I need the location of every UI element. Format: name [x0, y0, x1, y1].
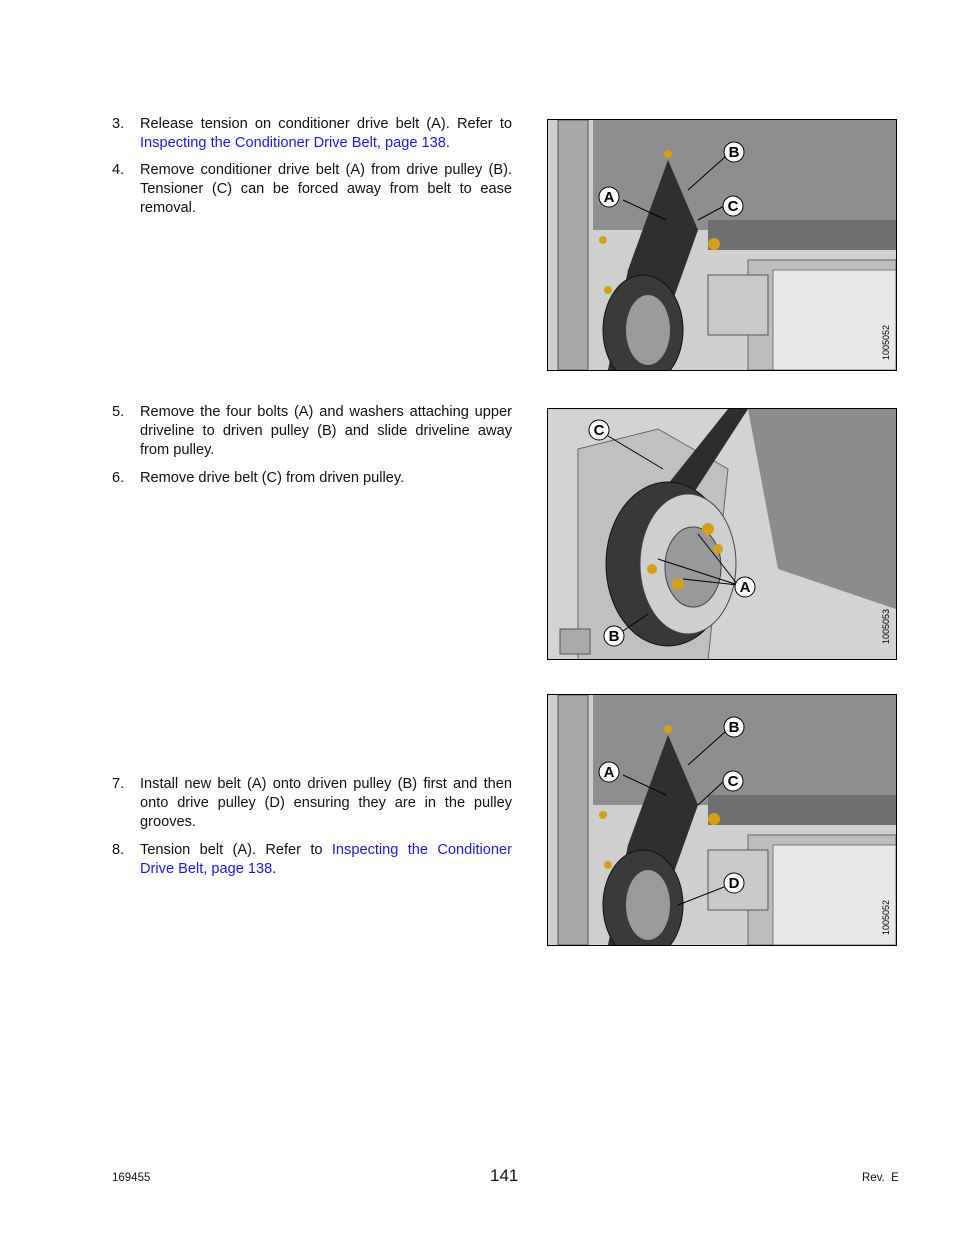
- step-text: Remove the four bolts (A) and washers attaching upper driveline to driven pulley (B) and slide driveline away from pulley.: [140, 404, 512, 458]
- step-number: 5.: [112, 404, 125, 420]
- document-number: 169455: [112, 1172, 151, 1184]
- step-text: Remove drive belt (C) from driven pulley.: [140, 470, 405, 486]
- figure-id: 1005052: [881, 324, 891, 360]
- step-text-end: .: [445, 135, 450, 151]
- step-text: Release tension on conditioner drive belt (A). Refer to: [140, 116, 512, 132]
- callout-c: C: [727, 198, 739, 215]
- callout-c: C: [727, 773, 739, 790]
- callout-b: B: [728, 144, 740, 161]
- callout-a: A: [739, 579, 751, 596]
- bolt-marker: [708, 238, 720, 250]
- step-number: 4.: [112, 162, 125, 178]
- callout-c: C: [593, 422, 605, 439]
- callout-a: A: [603, 764, 615, 781]
- step-text: Remove conditioner drive belt (A) from drive pulley (B). Tensioner (C) can be forced away from belt to ease removal.: [140, 162, 512, 216]
- cross-reference-link[interactable]: Inspecting the Conditioner Drive Belt, page 138: [140, 135, 446, 151]
- callout-a: A: [603, 189, 615, 206]
- revision-label: Rev. E: [862, 1172, 899, 1184]
- callout-d: D: [728, 875, 740, 892]
- step-4: [112, 161, 512, 218]
- step-5: [112, 403, 512, 460]
- step-8: [112, 841, 512, 879]
- cross-reference-link[interactable]: Inspecting the Conditioner Drive Belt, page 138: [140, 842, 512, 877]
- step-number: 3.: [112, 116, 125, 132]
- page-number: 141: [490, 1166, 519, 1185]
- step-6: [112, 469, 512, 488]
- step-text: Install new belt (A) onto driven pulley (B) first and then onto drive pulley (D) ensuring they are in the pulley grooves.: [140, 776, 512, 830]
- callout-b: B: [728, 719, 740, 736]
- figure-belt-installation: [547, 694, 897, 946]
- step-number: 7.: [112, 776, 125, 792]
- step-3: [112, 115, 512, 153]
- step-number: 6.: [112, 470, 125, 486]
- step-number: 8.: [112, 842, 125, 858]
- figure-driveline-bolts: [547, 408, 897, 660]
- figure-id: 1005052: [881, 899, 891, 935]
- figure-id: 1005053: [881, 608, 891, 644]
- callout-b: B: [608, 628, 620, 645]
- figure-belt-removal: [547, 119, 897, 371]
- step-text: Tension belt (A). Refer to: [140, 842, 332, 858]
- step-7: [112, 775, 512, 832]
- step-text-end: .: [272, 861, 277, 877]
